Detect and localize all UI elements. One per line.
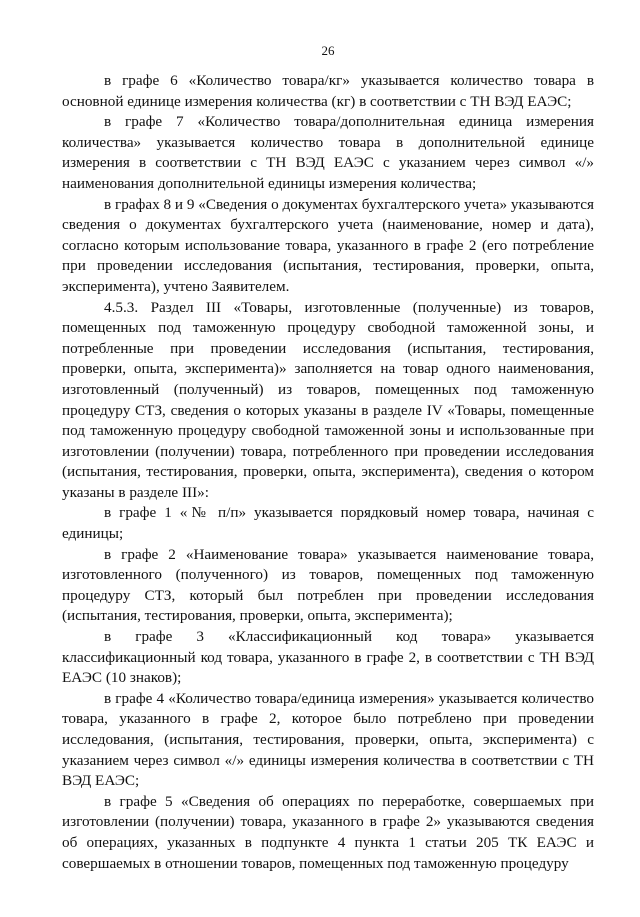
paragraph-section3-column-2: в графе 2 «Наименование товара» указывается наименование товара, изготовленного (полученного) из товаров, помещенных под таможенную процедуру СТЗ, который был потреблен при проведении исследования (испытания, тестирования, проверки, опыта, эксперимента); bbox=[62, 545, 594, 625]
document-body bbox=[62, 71, 594, 874]
paragraph-section3-column-5: в графе 5 «Сведения об операциях по переработке, совершаемых при изготовлении (получении) товара, указанного в графе 2» указываются сведения об операциях, указанных в подпункте 4 пункта 1 статьи 205 ТК ЕАЭС и совершаемых в отношении товаров, помещенных под таможенную процедуру bbox=[62, 792, 594, 872]
paragraph-columns-8-9: в графах 8 и 9 «Сведения о документах бухгалтерского учета» указываются сведения о документах бухгалтерского учета (наименование, номер и дата), согласно которым использование товара, указанного в графе 2 (его потребление при проведении исследования (испытания, тестирования, проверки, опыта, эксперимента), учтено Заявителем. bbox=[62, 195, 594, 295]
paragraph-section3-column-3: в графе 3 «Классификационный код товара» указывается классификационный код товара, указанного в графе 2, в соответствии с ТН ВЭД ЕАЭС (10 знаков); bbox=[62, 628, 594, 687]
page-number: 26 bbox=[321, 43, 335, 58]
paragraph-section-4-5-3: 4.5.3. Раздел III «Товары, изготовленные (полученные) из товаров, помещенных под таможенную процедуру свободной таможенной зоны, и потребленные при проведении исследования (испытания, тестирования, проверки, опыта, эксперимента)» заполняется на товар одного наименования, изготовленный (полученный) из товаров, помещенных под таможенную процедуру СТЗ, сведения о которых указаны в разделе IV «Товары, помещенные под таможенную процедуру свободной таможенной зоны и использованные при изготовлении (получении) товара, потребленного при проведении исследования (испытания, тестирования, проверки, опыта, эксперимента), сведения о котором указаны в разделе III»: bbox=[62, 298, 594, 501]
paragraph-column-6: в графе 6 «Количество товара/кг» указывается количество товара в основной единице измерения количества (кг) в соответствии с ТН ВЭД ЕАЭС; bbox=[62, 72, 594, 110]
paragraph-section3-column-4: в графе 4 «Количество товара/единица измерения» указывается количество товара, указанного в графе 2, которое было потреблено при проведении исследования, (испытания, тестирования, проверки, опыта, эксперимента) с указанием через символ «/» единицы измерения количества в соответствии с ТН ВЭД ЕАЭС; bbox=[62, 689, 594, 790]
paragraph-column-7: в графе 7 «Количество товара/дополнительная единица измерения количества» указывается количество товара в дополнительной единице измерения в соответствии с ТН ВЭД ЕАЭС с указанием через символ «/» наименования дополнительной единицы измерения количества; bbox=[62, 113, 594, 192]
paragraph-section3-column-1: в графе 1 «№ п/п» указывается порядковый номер товара, начиная с единицы; bbox=[62, 504, 594, 543]
